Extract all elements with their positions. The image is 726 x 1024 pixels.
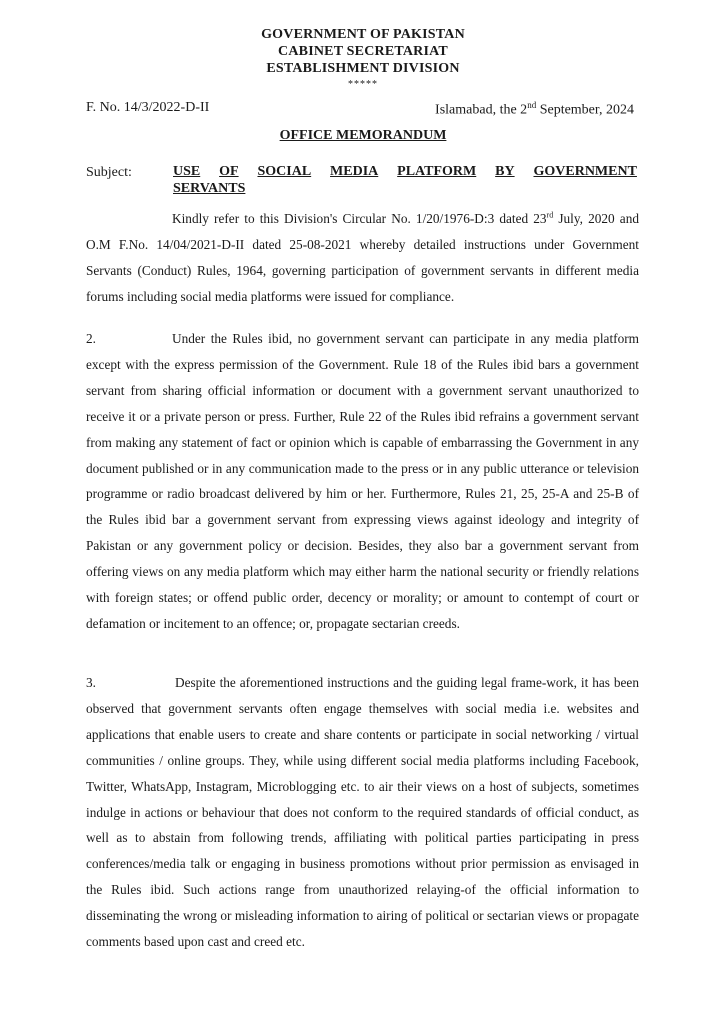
paragraph-2-text: Under the Rules ibid, no government servant can participate in any media platform except with the express permission of the Government. Rule 18 of the Rules ibid bars a government servant from sharing official information or document with a government servant unauthorized to receive it or a private person or press. Further, Rule 22 of the Rules ibid refrains a government servant from making any statement of fact or opinion which is capable of embarrassing the Government in any document published or in any communication made to the press or in any public utterance or television programme or radio broadcast delivered by him or her. Furthermore, Rules 21, 25, 25-A and 25-B of the Rules ibid bar a government servant from expressing views against ideology and integrity of Pakistan or any government policy or decision. Besides, they also bar a government servant from offering views on any media platform which may either harm the national security or friendly relations with foreign states; or offend public order, decency or morality; or amount to contempt of court or defamation or incitement to an offence; or, propagate sectarian creeds. — [86, 331, 639, 631]
header-government: GOVERNMENT OF PAKISTAN — [261, 27, 465, 42]
subject-word: BY — [495, 164, 515, 179]
paragraph-1 — [86, 206, 639, 310]
date-superscript: nd — [527, 100, 537, 110]
subject-text — [173, 163, 637, 197]
paragraph-2 — [86, 326, 639, 637]
header-division: ESTABLISHMENT DIVISION — [266, 61, 460, 76]
paragraph-1-text-b: July, 2020 and O.M F.No. 14/04/2021-D-II dated 25-08-2021 whereby detailed instructions under Government Servants (Conduct) Rules, 1964, governing participation of government servants in different media forums including social media platforms were issued for compliance. — [86, 211, 639, 304]
date-suffix: September, 2024 — [536, 102, 634, 118]
subject-word: PLATFORM — [397, 164, 477, 179]
subject-word: SOCIAL — [257, 164, 312, 179]
paragraph-3-number: 3. — [86, 675, 96, 690]
subject-line-1 — [173, 163, 637, 180]
subject-label: Subject: — [86, 165, 132, 180]
subject-word: OF — [219, 164, 239, 179]
subject-line-2: SERVANTS — [173, 181, 246, 196]
memo-title: OFFICE MEMORANDUM — [279, 128, 447, 143]
paragraph-1-superscript: rd — [546, 210, 554, 220]
subject-word: MEDIA — [330, 164, 379, 179]
header-secretariat: CABINET SECRETARIAT — [278, 44, 448, 59]
paragraph-3 — [86, 670, 639, 955]
paragraph-1-text-a: Kindly refer to this Division's Circular No. 1/20/1976-D:3 dated 23 — [172, 211, 547, 226]
file-number: F. No. 14/3/2022-D-II — [86, 100, 210, 115]
subject-word: GOVERNMENT — [533, 164, 637, 179]
paragraph-3-text: Despite the aforementioned instructions and the guiding legal frame-work, it has been observed that government servants often engage themselves with social media i.e. websites and applications that enable users to create and share contents or participate in social networking / virtual communities / online groups. They, while using different social media platforms including Facebook, Twitter, WhatsApp, Instagram, Microblogging etc. to air their views on a host of subjects, sometimes indulge in actions or behaviour that does not conform to the required standards of official conduct, as well as to abstain from following trends, affiliating with political parties participating in press conferences/media talk or engaging in business promotions without prior permission as envisaged in the Rules ibid. Such actions range from unauthorized relaying-of the official information to disseminating the wrong or misleading information to airing of political or sectarian views or propagate comments based upon cast and creed etc. — [86, 675, 639, 950]
subject-word: USE — [173, 164, 201, 179]
date-line — [435, 100, 634, 119]
date-prefix: Islamabad, the 2 — [435, 102, 528, 118]
paragraph-2-number: 2. — [86, 331, 96, 346]
header-stars: ***** — [348, 79, 378, 90]
